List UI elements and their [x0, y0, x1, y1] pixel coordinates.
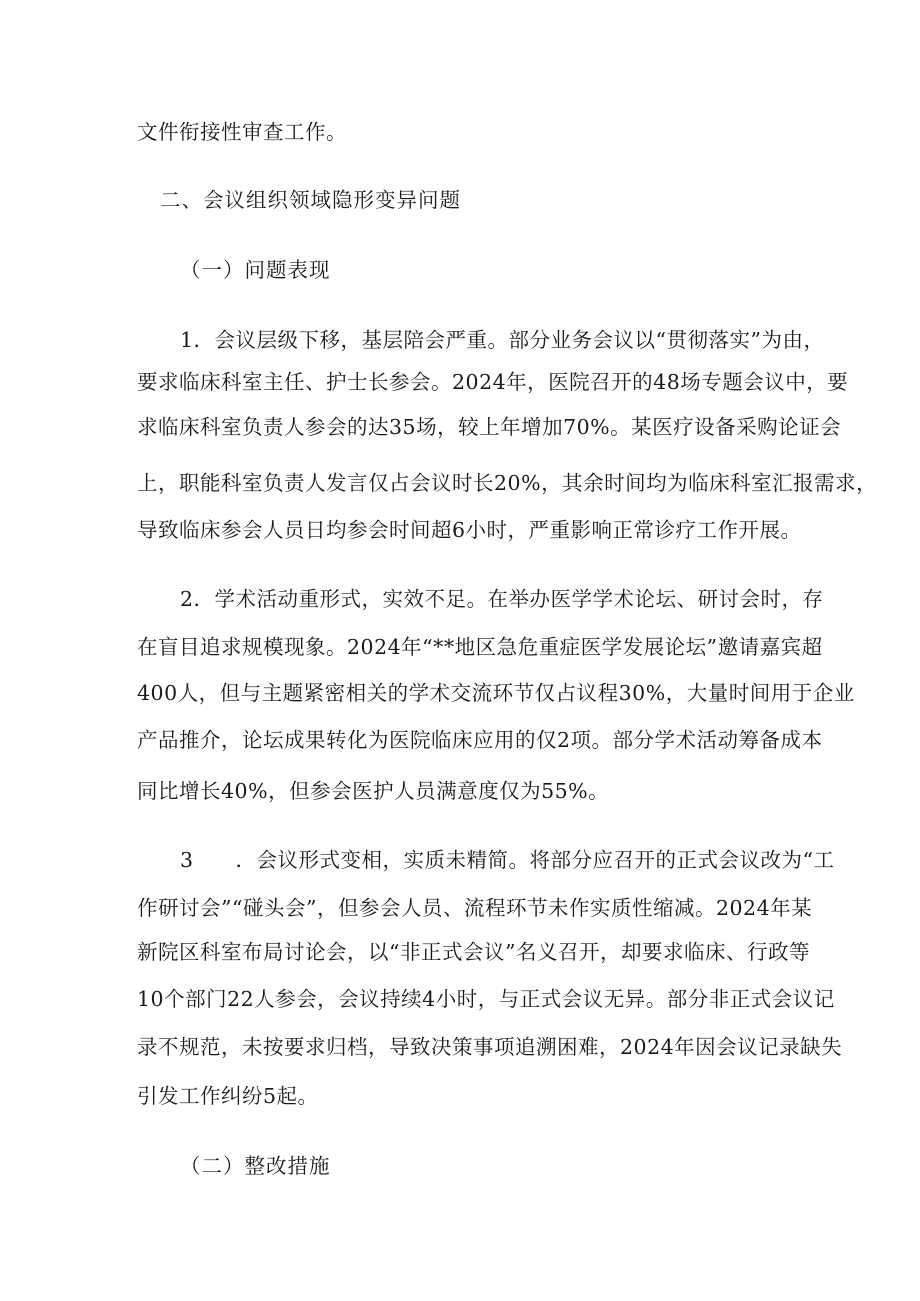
sub-heading-problems: （一）问题表现 [180, 258, 331, 282]
paragraph-line: 10个部门22人参会，会议持续4小时，与正式会议无异。部分非正式会议记 [137, 987, 835, 1011]
paragraph-line: 上，职能科室负责人发言仅占会议时长20%，其余时间均为临床科室汇报需求， [137, 471, 878, 495]
intro-tail-text: 文件衔接性审查工作。 [137, 120, 347, 144]
paragraph-line: 要求临床科室主任、护士长参会。2024年，医院召开的48场专题会议中，要 [137, 370, 849, 394]
paragraph-line: 在盲目追求规模现象。2024年“**地区急危重症医学发展论坛”邀请嘉宾超 [137, 635, 823, 659]
paragraph-line: 作研讨会”“碰头会”，但参会人员、流程环节未作实质性缩减。2024年某 [137, 896, 813, 920]
paragraph-line: 2．学术活动重形式，实效不足。在举办医学学术论坛、研讨会时，存 [180, 587, 824, 611]
paragraph-line: 新院区科室布局讨论会，以“非正式会议”名义召开，却要求临床、行政等 [137, 940, 810, 964]
paragraph-line: 1．会议层级下移，基层陪会严重。部分业务会议以“贯彻落实”为由， [180, 328, 825, 352]
sub-heading-measures: （二）整改措施 [180, 1154, 331, 1178]
paragraph-line: 录不规范，未按要求归档，导致决策事项追溯困难，2024年因会议记录缺失 [137, 1035, 843, 1059]
paragraph-line: 产品推介，论坛成果转化为医院临床应用的仅2项。部分学术活动筹备成本 [137, 728, 823, 752]
paragraph-line: 导致临床参会人员日均参会时间超6小时，严重影响正常诊疗工作开展。 [137, 518, 802, 542]
paragraph-line: 求临床科室负责人参会的达35场，较上年增加70%。某医疗设备采购论证会 [137, 415, 842, 439]
paragraph-line: 400人，但与主题紧密相关的学术交流环节仅占议程30%，大量时间用于企业 [137, 681, 855, 705]
paragraph-line: 3 ．会议形式变相，实质未精简。将部分应召开的正式会议改为“工 [180, 848, 835, 872]
section-heading: 二、会议组织领域隐形变异问题 [160, 188, 461, 212]
paragraph-line: 引发工作纠纷5起。 [137, 1084, 319, 1108]
paragraph-line: 同比增长40%，但参会医护人员满意度仅为55%。 [137, 779, 610, 803]
